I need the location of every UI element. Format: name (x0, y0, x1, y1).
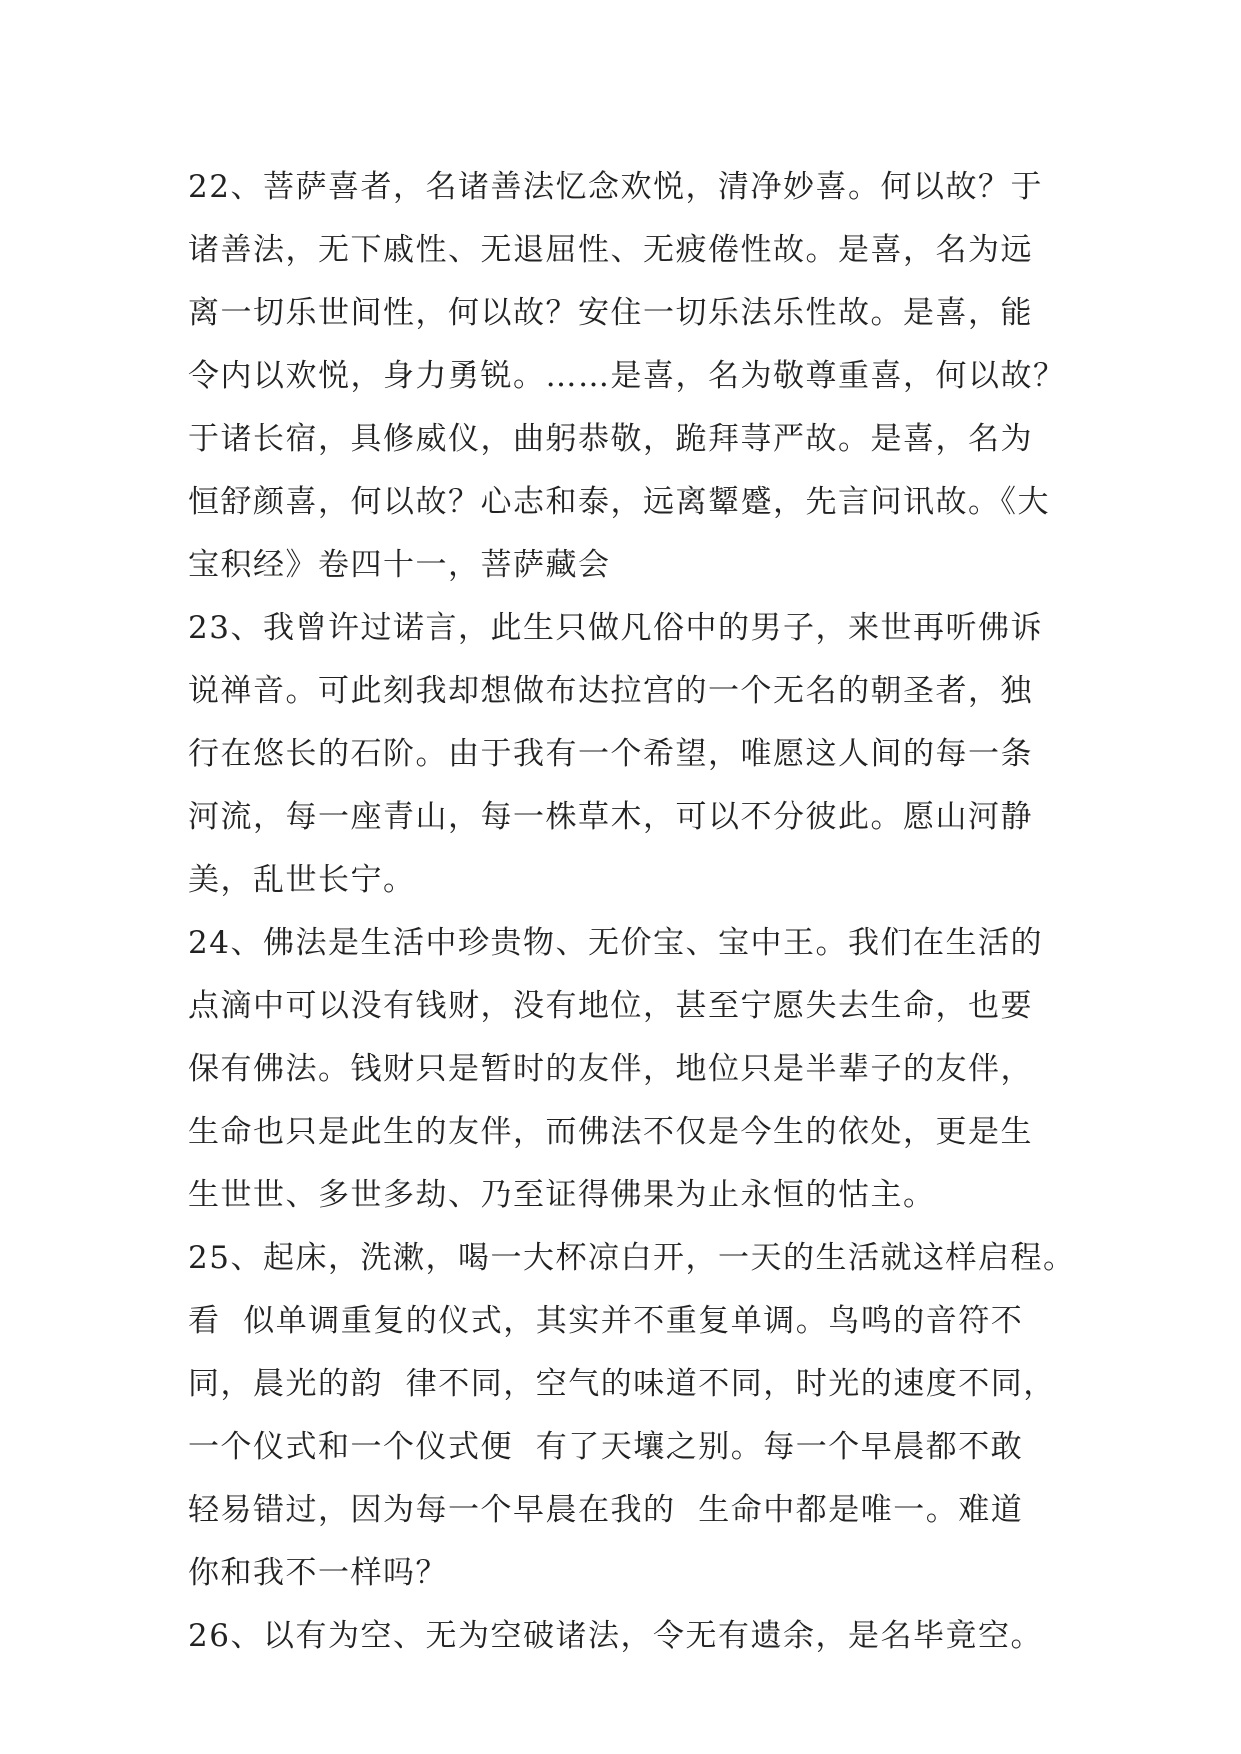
text-line: 保有佛法。钱财只是暂时的友伴，地位只是半辈子的友伴， (188, 1051, 1033, 1087)
text-line: 同，晨光的韵 律不同，空气的味道不同，时光的速度不同， (188, 1366, 1056, 1402)
text-line: 离一切乐世间性，何以故？安住一切乐法乐性故。是喜，能 (188, 295, 1033, 331)
text-line: 23、我曾许过诺言，此生只做凡俗中的男子，来世再听佛诉 (188, 610, 1043, 646)
text-line: 生命也只是此生的友伴，而佛法不仅是今生的依处，更是生 (188, 1114, 1033, 1150)
text-line: 说禅音。可此刻我却想做布达拉宫的一个无名的朝圣者，独 (188, 673, 1033, 709)
text-line: 河流，每一座青山，每一株草木，可以不分彼此。愿山河静 (188, 799, 1033, 835)
text-line: 宝积经》卷四十一，菩萨藏会 (188, 547, 611, 583)
text-line: 令内以欢悦，身力勇锐。……是喜，名为敬尊重喜，何以故？ (188, 358, 1066, 394)
text-line: 行在悠长的石阶。由于我有一个希望，唯愿这人间的每一条 (188, 736, 1033, 772)
text-line: 点滴中可以没有钱财，没有地位，甚至宁愿失去生命，也要 (188, 988, 1033, 1024)
document-body (188, 156, 1076, 1668)
text-line: 22、菩萨喜者，名诸善法忆念欢悦，清净妙喜。何以故？于 (188, 169, 1043, 205)
text-line: 一个仪式和一个仪式便 有了天壤之别。每一个早晨都不敢 (188, 1429, 1024, 1465)
text-line: 24、佛法是生活中珍贵物、无价宝、宝中王。我们在生活的 (188, 925, 1043, 961)
text-line: 美，乱世长宁。 (188, 862, 416, 898)
text-line: 轻易错过，因为每一个早晨在我的 生命中都是唯一。难道 (188, 1492, 1024, 1528)
text-line: 恒舒颜喜，何以故？心志和泰，远离颦蹙，先言问讯故。《大 (188, 484, 1050, 520)
text-line: 于诸长宿，具修威仪，曲躬恭敬，跪拜荨严故。是喜，名为 (188, 421, 1033, 457)
text-line: 看 似单调重复的仪式，其实并不重复单调。鸟鸣的音符不 (188, 1303, 1024, 1339)
text-line: 生世世、多世多劫、乃至证得佛果为止永恒的怙主。 (188, 1177, 936, 1213)
text-line: 26、以有为空、无为空破诸法，令无有遗余，是名毕竟空。 (188, 1618, 1043, 1654)
text-line: 诸善法，无下戚性、无退屈性、无疲倦性故。是喜，名为远 (188, 232, 1033, 268)
text-line: 25、起床，洗漱，喝一大杯凉白开，一天的生活就这样启程。 (188, 1240, 1076, 1276)
text-line: 你和我不一样吗？ (188, 1555, 448, 1591)
